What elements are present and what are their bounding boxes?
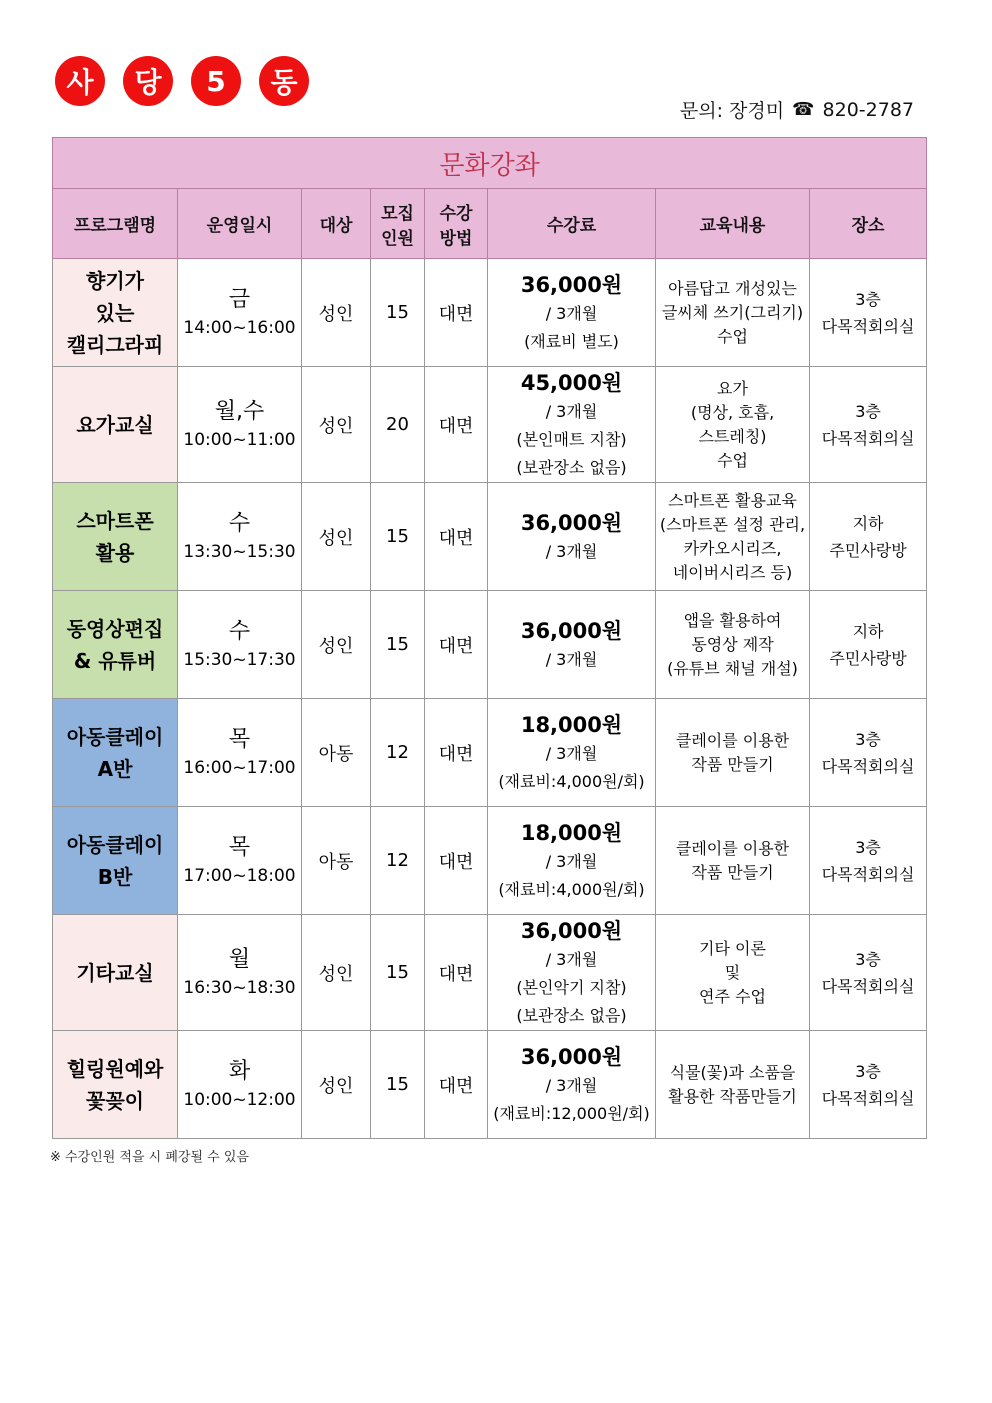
count: 15 xyxy=(371,915,425,1031)
method: 대면 xyxy=(425,807,488,915)
fee: 18,000원 / 3개월 (재료비:4,000원/회) xyxy=(488,807,656,915)
program-name: 향기가 있는 캘리그라피 xyxy=(53,259,178,367)
method: 대면 xyxy=(425,591,488,699)
program-name: 아동클레이 A반 xyxy=(53,699,178,807)
location: 3층 다목적회의실 xyxy=(810,367,927,483)
method: 대면 xyxy=(425,259,488,367)
program-name: 힐링원예와 꽃꽂이 xyxy=(53,1031,178,1139)
target: 성인 xyxy=(302,367,371,483)
count: 20 xyxy=(371,367,425,483)
target: 성인 xyxy=(302,915,371,1031)
column-header: 프로그램명 xyxy=(53,189,178,259)
method: 대면 xyxy=(425,1031,488,1139)
fee: 45,000원 / 3개월 (본인매트 지참) (보관장소 없음) xyxy=(488,367,656,483)
phone-number: 820-2787 xyxy=(822,98,914,121)
title-badge: 당 xyxy=(123,56,173,106)
target: 성인 xyxy=(302,483,371,591)
contact-info xyxy=(680,96,914,123)
program-name: 동영상편집 & 유튜버 xyxy=(53,591,178,699)
table-row xyxy=(53,1031,927,1139)
target: 아동 xyxy=(302,699,371,807)
schedule: 금 14:00~16:00 xyxy=(178,259,302,367)
schedule: 화 10:00~12:00 xyxy=(178,1031,302,1139)
table-row xyxy=(53,483,927,591)
count: 12 xyxy=(371,807,425,915)
fee: 36,000원 / 3개월 (본인악기 지참) (보관장소 없음) xyxy=(488,915,656,1031)
method: 대면 xyxy=(425,915,488,1031)
fee: 36,000원 / 3개월 xyxy=(488,591,656,699)
location: 3층 다목적회의실 xyxy=(810,699,927,807)
course-content: 앱을 활용하여 동영상 제작 (유튜브 채널 개설) xyxy=(656,591,810,699)
count: 15 xyxy=(371,483,425,591)
course-content: 스마트폰 활용교육 (스마트폰 설정 관리, 카카오시리즈, 네이버시리즈 등) xyxy=(656,483,810,591)
schedule: 목 17:00~18:00 xyxy=(178,807,302,915)
course-content: 클레이를 이용한 작품 만들기 xyxy=(656,807,810,915)
count: 15 xyxy=(371,591,425,699)
method: 대면 xyxy=(425,699,488,807)
course-table xyxy=(52,137,927,1139)
count: 15 xyxy=(371,259,425,367)
table-row xyxy=(53,699,927,807)
column-header: 모집 인원 xyxy=(371,189,425,259)
phone-icon: ☎ xyxy=(792,99,815,120)
table-row xyxy=(53,367,927,483)
fee: 36,000원 / 3개월 (재료비:12,000원/회) xyxy=(488,1031,656,1139)
column-header: 장소 xyxy=(810,189,927,259)
table-row xyxy=(53,259,927,367)
location: 3층 다목적회의실 xyxy=(810,807,927,915)
target: 성인 xyxy=(302,259,371,367)
header-row xyxy=(53,189,927,259)
method: 대면 xyxy=(425,367,488,483)
course-content: 기타 이론 및 연주 수업 xyxy=(656,915,810,1031)
schedule: 수 15:30~17:30 xyxy=(178,591,302,699)
program-name: 기타교실 xyxy=(53,915,178,1031)
course-content: 요가 (명상, 호흡, 스트레칭) 수업 xyxy=(656,367,810,483)
column-header: 교육내용 xyxy=(656,189,810,259)
count: 12 xyxy=(371,699,425,807)
target: 성인 xyxy=(302,1031,371,1139)
method: 대면 xyxy=(425,483,488,591)
location: 3층 다목적회의실 xyxy=(810,915,927,1031)
column-header: 대상 xyxy=(302,189,371,259)
fee: 36,000원 / 3개월 xyxy=(488,483,656,591)
fee: 36,000원 / 3개월 (재료비 별도) xyxy=(488,259,656,367)
course-content: 아름답고 개성있는 글씨체 쓰기(그리기) 수업 xyxy=(656,259,810,367)
location: 지하 주민사랑방 xyxy=(810,483,927,591)
location: 3층 다목적회의실 xyxy=(810,259,927,367)
count: 15 xyxy=(371,1031,425,1139)
column-header: 수강료 xyxy=(488,189,656,259)
location: 지하 주민사랑방 xyxy=(810,591,927,699)
program-name: 아동클레이 B반 xyxy=(53,807,178,915)
course-content: 클레이를 이용한 작품 만들기 xyxy=(656,699,810,807)
program-name: 요가교실 xyxy=(53,367,178,483)
schedule: 월 16:30~18:30 xyxy=(178,915,302,1031)
course-content: 식물(꽃)과 소품을 활용한 작품만들기 xyxy=(656,1031,810,1139)
fee: 18,000원 / 3개월 (재료비:4,000원/회) xyxy=(488,699,656,807)
title-badge: 동 xyxy=(259,56,309,106)
table-row xyxy=(53,591,927,699)
target: 성인 xyxy=(302,591,371,699)
program-name: 스마트폰 활용 xyxy=(53,483,178,591)
schedule: 목 16:00~17:00 xyxy=(178,699,302,807)
target: 아동 xyxy=(302,807,371,915)
column-header: 수강 방법 xyxy=(425,189,488,259)
column-header: 운영일시 xyxy=(178,189,302,259)
title-badge: 5 xyxy=(191,56,241,106)
title-badges xyxy=(55,56,309,106)
title-badge: 사 xyxy=(55,56,105,106)
contact-label: 문의: 장경미 xyxy=(679,100,785,122)
schedule: 수 13:30~15:30 xyxy=(178,483,302,591)
table-title: 문화강좌 xyxy=(53,138,927,189)
table-row xyxy=(53,915,927,1031)
footnote: ※ 수강인원 적을 시 폐강될 수 있음 xyxy=(50,1150,249,1165)
location: 3층 다목적회의실 xyxy=(810,1031,927,1139)
schedule: 월,수 10:00~11:00 xyxy=(178,367,302,483)
table-row xyxy=(53,807,927,915)
